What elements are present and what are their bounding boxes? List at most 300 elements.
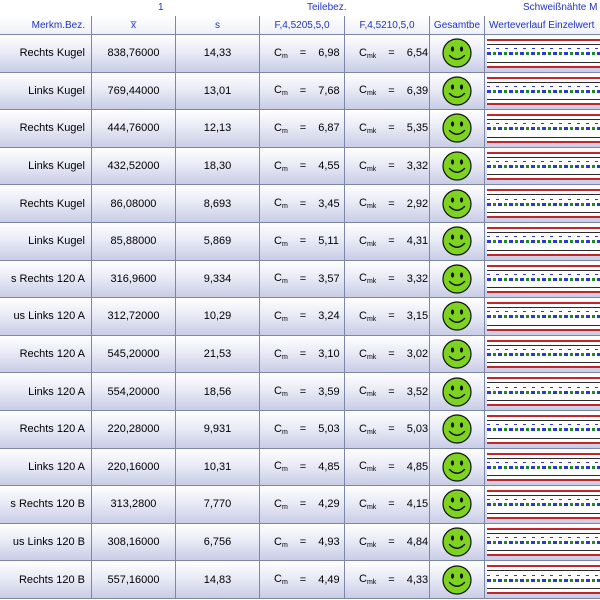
cell-s[interactable]: [176, 486, 260, 524]
cmk-equals: =: [388, 310, 395, 323]
cmk-symbol: [359, 423, 376, 436]
mean-value: 554,20000: [107, 385, 160, 398]
s-value: 10,29: [203, 310, 232, 323]
cm-letter: C: [274, 234, 282, 247]
cell-mean[interactable]: [92, 185, 176, 223]
cm-subscript: m: [281, 315, 288, 323]
cell-cmk[interactable]: [345, 336, 430, 374]
cell-gesamt[interactable]: [430, 261, 485, 299]
cmk-value: 4,84: [406, 536, 429, 549]
cell-cm[interactable]: [260, 148, 345, 186]
cell-cm[interactable]: [260, 561, 345, 599]
cmk-pair: [359, 84, 428, 97]
table-row[interactable]: [0, 223, 600, 261]
cell-mean[interactable]: [92, 223, 176, 261]
cell-merkmal[interactable]: [0, 411, 92, 449]
mean-value: 312,72000: [107, 310, 160, 323]
value-trend-sparkline: [487, 227, 600, 256]
table-row[interactable]: [0, 298, 600, 336]
cm-equals: =: [299, 84, 307, 97]
cell-gesamt[interactable]: [430, 486, 485, 524]
cell-mean[interactable]: [92, 411, 176, 449]
cmk-pair: [359, 235, 428, 248]
header-cmk[interactable]: [345, 16, 430, 35]
merkmal-text: Links Kugel: [28, 160, 85, 173]
table-row[interactable]: [0, 336, 600, 374]
table-row[interactable]: [0, 185, 600, 223]
cell-werteverlauf[interactable]: [485, 486, 600, 524]
header-cmk-label: F,4,5210,5,0: [359, 19, 415, 31]
cell-werteverlauf[interactable]: [485, 223, 600, 261]
cm-symbol: [274, 498, 288, 511]
cell-s[interactable]: [176, 411, 260, 449]
cell-gesamt[interactable]: [430, 336, 485, 374]
cmk-symbol: [359, 160, 376, 173]
value-trace: [487, 203, 600, 206]
cell-s[interactable]: [176, 261, 260, 299]
cell-werteverlauf[interactable]: [485, 449, 600, 487]
value-trend-sparkline: [487, 189, 600, 218]
cell-werteverlauf[interactable]: [485, 35, 600, 73]
cm-subscript: m: [281, 203, 288, 211]
cmk-letter: C: [359, 347, 367, 360]
cmk-subscript: mk: [366, 278, 377, 286]
cmk-subscript: mk: [366, 579, 377, 587]
value-trace-secondary: [487, 499, 600, 500]
merkmal-text: us Links 120 A: [13, 310, 85, 323]
cmk-pair: [359, 197, 428, 210]
merkmal-text: s Rechts 120 A: [11, 272, 85, 285]
cm-pair: [274, 385, 340, 398]
value-trend-sparkline: [487, 39, 600, 68]
cmk-symbol: [359, 536, 376, 549]
cm-subscript: m: [281, 240, 288, 248]
smiley-happy-icon: [442, 339, 472, 369]
value-trend-sparkline: [487, 490, 600, 519]
cmk-subscript: mk: [366, 315, 377, 323]
upper-limit-line: [487, 382, 600, 383]
table-row[interactable]: [0, 449, 600, 487]
smiley-happy-icon: [442, 527, 472, 557]
cell-gesamt[interactable]: [430, 373, 485, 411]
cell-s[interactable]: [176, 298, 260, 336]
upper-limit-line: [487, 533, 600, 534]
cell-cm[interactable]: [260, 336, 345, 374]
cell-cm[interactable]: [260, 110, 345, 148]
cell-gesamt[interactable]: [430, 411, 485, 449]
cm-pair: [274, 498, 340, 511]
lower-limit-line: [487, 62, 600, 63]
cmk-equals: =: [388, 272, 395, 285]
table-row[interactable]: [0, 561, 600, 599]
value-trend-sparkline: [487, 302, 600, 331]
cell-cmk[interactable]: [345, 486, 430, 524]
value-trend-sparkline: [487, 377, 600, 406]
lower-limit-line: [487, 99, 600, 100]
lower-limit-line: [487, 475, 600, 476]
cmk-pair: [359, 385, 428, 398]
cm-equals: =: [299, 160, 307, 173]
table-row[interactable]: [0, 524, 600, 562]
cm-letter: C: [274, 197, 282, 210]
merkmal-text: Links Kugel: [28, 235, 85, 248]
cm-value: 4,49: [318, 573, 340, 586]
cell-werteverlauf[interactable]: [485, 298, 600, 336]
cm-value: 3,45: [318, 197, 340, 210]
cell-cm[interactable]: [260, 486, 345, 524]
merkmal-text: Rechts 120 A: [19, 348, 85, 361]
cmk-value: 3,52: [406, 385, 429, 398]
cell-cmk[interactable]: [345, 110, 430, 148]
upper-limit-line: [487, 44, 600, 45]
cell-cm[interactable]: [260, 524, 345, 562]
table-row[interactable]: [0, 35, 600, 73]
cell-cmk[interactable]: [345, 35, 430, 73]
cmk-value: 5,35: [406, 122, 429, 135]
value-trace: [487, 315, 600, 318]
smiley-happy-icon: [442, 38, 472, 68]
cmk-subscript: mk: [366, 466, 377, 474]
cmk-subscript: mk: [366, 127, 377, 135]
smiley-happy-icon: [442, 377, 472, 407]
cell-s[interactable]: [176, 561, 260, 599]
cell-merkmal[interactable]: [0, 185, 92, 223]
value-trace-secondary: [487, 424, 600, 425]
cell-s[interactable]: [176, 73, 260, 111]
cmk-subscript: mk: [366, 203, 377, 211]
cm-pair: [274, 160, 340, 173]
teilebez-label: Teilebez.: [307, 2, 347, 13]
cell-merkmal[interactable]: [0, 73, 92, 111]
header-mean-label: x̅: [131, 19, 136, 31]
cmk-pair: [359, 498, 428, 511]
value-trace-secondary: [487, 236, 600, 237]
value-trend-sparkline: [487, 528, 600, 557]
cell-cm[interactable]: [260, 35, 345, 73]
table-row[interactable]: [0, 373, 600, 411]
cell-merkmal[interactable]: [0, 35, 92, 73]
merkmal-text: us Links 120 B: [12, 536, 85, 549]
cell-mean[interactable]: [92, 298, 176, 336]
cell-cmk[interactable]: [345, 373, 430, 411]
cell-werteverlauf[interactable]: [485, 561, 600, 599]
header-werteverlauf[interactable]: [485, 16, 600, 35]
value-trend-sparkline: [487, 453, 600, 482]
cell-cmk[interactable]: [345, 411, 430, 449]
cell-mean[interactable]: [92, 110, 176, 148]
cell-werteverlauf[interactable]: [485, 148, 600, 186]
cm-equals: =: [299, 310, 307, 323]
cell-cmk[interactable]: [345, 73, 430, 111]
cell-merkmal[interactable]: [0, 148, 92, 186]
cm-value: 6,98: [318, 47, 340, 60]
cell-mean[interactable]: [92, 449, 176, 487]
cmk-subscript: mk: [366, 503, 377, 511]
cell-merkmal[interactable]: [0, 110, 92, 148]
cmk-equals: =: [388, 460, 395, 473]
lower-limit-line: [487, 550, 600, 551]
cell-s[interactable]: [176, 148, 260, 186]
cell-merkmal[interactable]: [0, 298, 92, 336]
cell-cmk[interactable]: [345, 261, 430, 299]
cmk-pair: [359, 460, 428, 473]
s-value: 14,83: [203, 573, 232, 586]
cell-mean[interactable]: [92, 561, 176, 599]
cmk-pair: [359, 160, 428, 173]
cell-werteverlauf[interactable]: [485, 373, 600, 411]
cm-value: 4,93: [318, 536, 340, 549]
value-trace: [487, 278, 600, 281]
value-trace-secondary: [487, 161, 600, 162]
cmk-letter: C: [359, 272, 367, 285]
cell-cmk[interactable]: [345, 524, 430, 562]
cell-gesamt[interactable]: [430, 524, 485, 562]
cell-merkmal[interactable]: [0, 336, 92, 374]
cell-merkmal[interactable]: [0, 223, 92, 261]
cmk-subscript: mk: [366, 165, 377, 173]
value-trace-secondary: [487, 123, 600, 124]
value-trace-secondary: [487, 575, 600, 576]
cmk-letter: C: [359, 309, 367, 322]
s-value: 7,770: [203, 498, 232, 511]
table-header-row: [0, 16, 600, 35]
cell-s[interactable]: [176, 223, 260, 261]
header-s[interactable]: [176, 16, 260, 35]
cm-subscript: m: [281, 428, 288, 436]
cell-merkmal[interactable]: [0, 373, 92, 411]
cell-gesamt[interactable]: [430, 110, 485, 148]
cell-merkmal[interactable]: [0, 561, 92, 599]
cm-subscript: m: [281, 278, 288, 286]
cell-merkmal[interactable]: [0, 524, 92, 562]
cell-mean[interactable]: [92, 373, 176, 411]
cell-cmk[interactable]: [345, 185, 430, 223]
cell-cm[interactable]: [260, 261, 345, 299]
cmk-symbol: [359, 122, 376, 135]
s-value: 9,931: [203, 423, 232, 436]
cell-cm[interactable]: [260, 373, 345, 411]
cm-value: 3,10: [318, 348, 340, 361]
cm-letter: C: [274, 573, 282, 586]
cell-werteverlauf[interactable]: [485, 524, 600, 562]
cell-cmk[interactable]: [345, 223, 430, 261]
cell-cm[interactable]: [260, 298, 345, 336]
cell-s[interactable]: [176, 373, 260, 411]
cm-subscript: m: [281, 353, 288, 361]
value-trace: [487, 240, 600, 243]
cmk-value: 3,32: [406, 272, 429, 285]
cell-gesamt[interactable]: [430, 449, 485, 487]
cell-gesamt[interactable]: [430, 73, 485, 111]
cmk-symbol: [359, 460, 376, 473]
cmk-value: 4,33: [406, 573, 429, 586]
cell-s[interactable]: [176, 524, 260, 562]
cm-letter: C: [274, 385, 282, 398]
lower-limit-line: [487, 250, 600, 251]
cm-value: 5,11: [318, 235, 339, 248]
mean-value: 86,08000: [110, 197, 157, 210]
value-trace-secondary: [487, 462, 600, 463]
cell-gesamt[interactable]: [430, 561, 485, 599]
cm-symbol: [274, 536, 288, 549]
cm-letter: C: [274, 460, 282, 473]
cm-letter: C: [274, 121, 282, 134]
header-s-label: s: [215, 19, 220, 31]
cell-s[interactable]: [176, 449, 260, 487]
cell-mean[interactable]: [92, 524, 176, 562]
upper-limit-line: [487, 119, 600, 120]
header-cm[interactable]: [260, 16, 345, 35]
cell-werteverlauf[interactable]: [485, 336, 600, 374]
s-value: 14,33: [203, 47, 232, 60]
cmk-pair: [359, 122, 428, 135]
table-row[interactable]: [0, 148, 600, 186]
cell-cm[interactable]: [260, 73, 345, 111]
cell-gesamt[interactable]: [430, 148, 485, 186]
part-name-value: Schweißnähte M: [523, 2, 598, 13]
header-mean[interactable]: [92, 16, 176, 35]
cell-werteverlauf[interactable]: [485, 110, 600, 148]
cm-equals: =: [299, 197, 307, 210]
smiley-happy-icon: [442, 414, 472, 444]
upper-limit-line: [487, 420, 600, 421]
cmk-letter: C: [359, 385, 367, 398]
column-number: 1: [158, 2, 164, 13]
cmk-equals: =: [388, 536, 395, 549]
cell-mean[interactable]: [92, 73, 176, 111]
mean-value: 444,76000: [107, 122, 160, 135]
cell-s[interactable]: [176, 336, 260, 374]
cmk-letter: C: [359, 121, 367, 134]
value-trace-secondary: [487, 48, 600, 49]
table-row[interactable]: [0, 486, 600, 524]
value-trend-sparkline: [487, 415, 600, 444]
value-trace-secondary: [487, 537, 600, 538]
mean-value: 838,76000: [107, 47, 160, 60]
cm-symbol: [274, 47, 288, 60]
cm-letter: C: [274, 309, 282, 322]
table-row[interactable]: [0, 261, 600, 299]
cm-subscript: m: [281, 503, 288, 511]
cell-cmk[interactable]: [345, 561, 430, 599]
cmk-equals: =: [388, 235, 395, 248]
cm-equals: =: [299, 385, 307, 398]
cm-pair: [274, 272, 340, 285]
s-value: 10,31: [203, 460, 232, 473]
value-trace-secondary: [487, 311, 600, 312]
cm-pair: [274, 235, 339, 248]
value-trace: [487, 127, 600, 130]
merkmal-text: Links 120 A: [28, 460, 85, 473]
cmk-equals: =: [388, 423, 395, 436]
cmk-symbol: [359, 385, 376, 398]
upper-limit-line: [487, 194, 600, 195]
cmk-letter: C: [359, 234, 367, 247]
cell-werteverlauf[interactable]: [485, 185, 600, 223]
table-row[interactable]: [0, 411, 600, 449]
cmk-letter: C: [359, 497, 367, 510]
cell-merkmal[interactable]: [0, 261, 92, 299]
cell-mean[interactable]: [92, 35, 176, 73]
cm-equals: =: [299, 348, 307, 361]
lower-limit-line: [487, 174, 600, 175]
cm-letter: C: [274, 535, 282, 548]
cmk-equals: =: [388, 385, 395, 398]
table-row[interactable]: [0, 110, 600, 148]
table-row[interactable]: [0, 73, 600, 111]
cm-equals: =: [299, 498, 307, 511]
cell-cm[interactable]: [260, 411, 345, 449]
cell-werteverlauf[interactable]: [485, 73, 600, 111]
header-merkmal[interactable]: [0, 16, 92, 35]
cell-werteverlauf[interactable]: [485, 261, 600, 299]
cell-mean[interactable]: [92, 336, 176, 374]
s-value: 18,30: [203, 160, 232, 173]
cell-cm[interactable]: [260, 185, 345, 223]
cell-mean[interactable]: [92, 486, 176, 524]
s-value: 5,869: [203, 235, 232, 248]
cm-equals: =: [299, 47, 307, 60]
cmk-equals: =: [388, 160, 395, 173]
cm-value: 4,29: [318, 498, 340, 511]
value-trace: [487, 90, 600, 93]
cell-mean[interactable]: [92, 148, 176, 186]
merkmal-text: Rechts 120 B: [18, 573, 85, 586]
cell-werteverlauf[interactable]: [485, 411, 600, 449]
cell-cm[interactable]: [260, 449, 345, 487]
cm-pair: [274, 122, 340, 135]
cm-symbol: [274, 460, 288, 473]
merkmal-text: Links Kugel: [28, 84, 85, 97]
value-trace: [487, 52, 600, 55]
cell-cm[interactable]: [260, 223, 345, 261]
cell-merkmal[interactable]: [0, 449, 92, 487]
cell-merkmal[interactable]: [0, 486, 92, 524]
mean-value: 313,2800: [110, 498, 157, 511]
cell-mean[interactable]: [92, 261, 176, 299]
cmk-pair: [359, 310, 428, 323]
cell-cmk[interactable]: [345, 449, 430, 487]
top-info-bar: [0, 0, 600, 17]
cell-s[interactable]: [176, 185, 260, 223]
header-gesamt[interactable]: [430, 16, 485, 35]
smiley-happy-icon: [442, 264, 472, 294]
upper-limit-line: [487, 495, 600, 496]
value-trend-sparkline: [487, 152, 600, 181]
lower-limit-line: [487, 137, 600, 138]
merkmal-text: Rechts Kugel: [19, 122, 85, 135]
cmk-value: 4,85: [406, 460, 429, 473]
cell-gesamt[interactable]: [430, 298, 485, 336]
cell-gesamt[interactable]: [430, 223, 485, 261]
cmk-value: 6,39: [406, 84, 429, 97]
cell-gesamt[interactable]: [430, 35, 485, 73]
value-trend-sparkline: [487, 114, 600, 143]
cell-cmk[interactable]: [345, 148, 430, 186]
cm-pair: [274, 84, 340, 97]
cell-gesamt[interactable]: [430, 185, 485, 223]
value-trace: [487, 579, 600, 582]
merkmal-text: Links 120 A: [28, 385, 85, 398]
header-gesamt-label: Gesamtbe: [433, 19, 481, 31]
cell-cmk[interactable]: [345, 298, 430, 336]
smiley-happy-icon: [442, 489, 472, 519]
lower-limit-line: [487, 212, 600, 213]
cm-subscript: m: [281, 466, 288, 474]
cell-s[interactable]: [176, 35, 260, 73]
cmk-symbol: [359, 272, 376, 285]
cell-s[interactable]: [176, 110, 260, 148]
